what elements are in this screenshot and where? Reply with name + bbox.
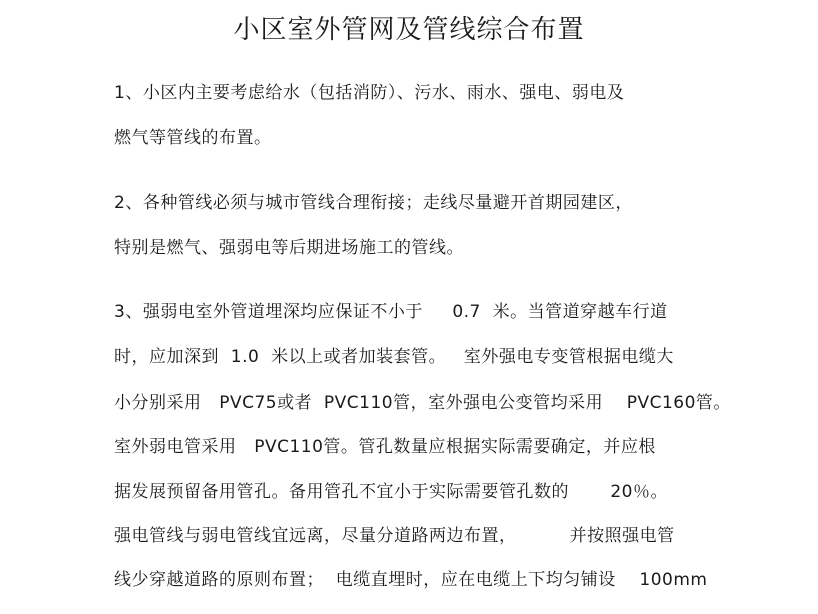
paragraph-3-line-6: 强电管线与弱电管线宜远离，尽量分道路两边布置， 并按照强电管 — [114, 526, 675, 546]
paragraph-2-line-1: 2、各种管线必须与城市管线合理衔接；走线尽量避开首期园建区， — [114, 193, 633, 213]
paragraph-3-line-3: 小分别采用 PVC75或者 PVC110管，室外强电公变管均采用 PVC160管。 — [114, 393, 731, 413]
paragraph-3-line-4: 室外弱电管采用 PVC110管。管孔数量应根据实际需要确定，并应根 — [114, 437, 656, 457]
paragraph-3-line-1: 3、强弱电室外管道埋深均应保证不小于 0.7 米。当管道穿越车行道 — [114, 302, 668, 322]
paragraph-2-line-2: 特别是燃气、强弱电等后期进场施工的管线。 — [114, 238, 464, 258]
paragraph-3-line-2: 时，应加深到 1.0 米以上或者加装套管。 室外强电专变管根据电缆大 — [114, 347, 674, 367]
paragraph-1-line-2: 燃气等管线的布置。 — [114, 128, 272, 148]
paragraph-3-line-5: 据发展预留备用管孔。备用管孔不宜小于实际需要管孔数的 20％。 — [114, 482, 668, 502]
paragraph-1-line-1: 1、小区内主要考虑给水（包括消防）、污水、雨水、强电、弱电及 — [114, 83, 625, 103]
document-title: 小区室外管网及管线综合布置 — [233, 15, 585, 45]
paragraph-3-line-7: 线少穿越道路的原则布置； 电缆直埋时，应在电缆上下均匀铺设 100mm — [114, 570, 708, 590]
